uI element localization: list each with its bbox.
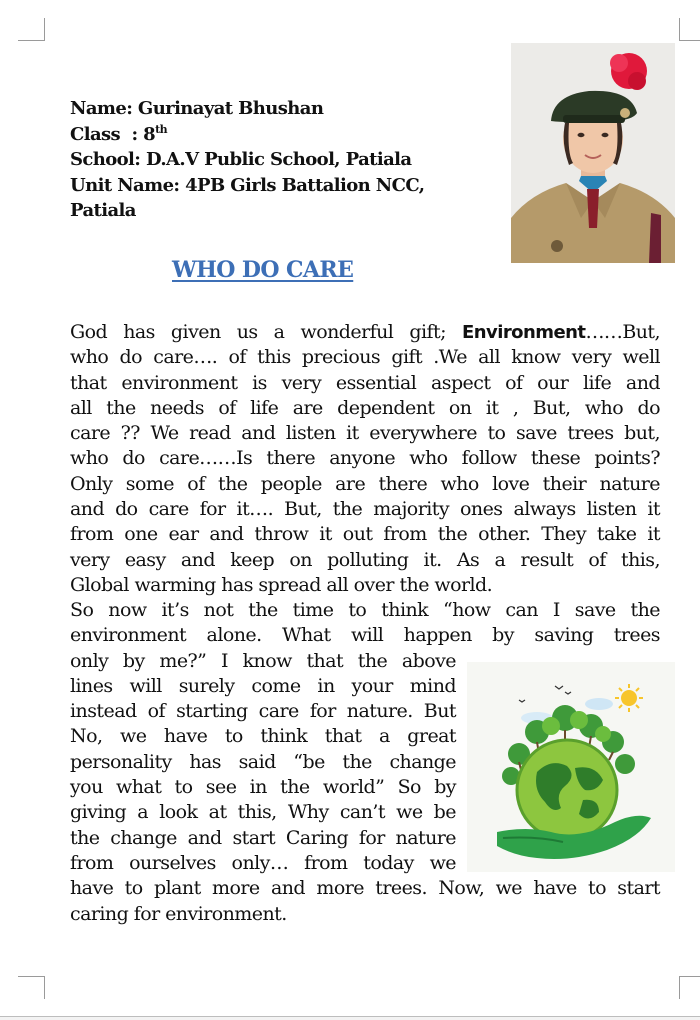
text-line: Global warming has spread all over the world. <box>70 573 493 596</box>
student-photo <box>511 43 675 263</box>
text-line: the change and start Caring for nature <box>70 826 456 849</box>
line-text: God has given us a wonderful gift; <box>70 321 446 343</box>
text-line: from one ear and throw it out from the other. They take it <box>70 523 660 546</box>
text-line: and do care for it…. But, the majority ones always listen it <box>70 498 660 521</box>
text-line: No, we have to think that a great <box>70 725 456 748</box>
text-line: lines will surely come in your mind <box>70 674 456 697</box>
class-label: Class <box>70 123 121 145</box>
text-line: who do care……Is there anyone who follow these points? <box>70 447 660 470</box>
text-line: giving a look at this, Why can’t we be <box>70 801 456 824</box>
unit-line: Unit Name: 4PB Girls Battalion NCC, <box>70 174 425 196</box>
crop-mark-top-left <box>18 18 45 41</box>
earth-hand-icon <box>467 662 675 872</box>
class-suffix: th <box>155 122 167 136</box>
bold-word: Environment <box>462 322 586 343</box>
text-line: care ?? We read and listen it everywhere to save trees but, <box>70 422 660 445</box>
text-line: very easy and keep on polluting it. As a result of this, <box>70 548 660 571</box>
class-line <box>70 122 470 148</box>
crop-mark-top-right <box>679 18 700 41</box>
text-line: personality has said “be the change <box>70 750 456 773</box>
paragraph-1-line-1 <box>70 320 660 345</box>
class-value: : 8 <box>131 123 156 145</box>
crop-mark-bottom-right <box>679 976 700 999</box>
line-text: ……But, <box>585 321 661 343</box>
text-line: environment alone. What will happen by saving trees <box>70 624 660 647</box>
student-info <box>70 96 470 224</box>
text-line: you what to see in the world” So by <box>70 776 456 799</box>
text-line: instead of starting care for nature. But <box>70 700 456 723</box>
earth-in-hand-illustration <box>467 662 675 872</box>
text-line: So now it’s not the time to think “how can I save the <box>70 599 660 621</box>
text-line: from ourselves only… from today we <box>70 851 456 874</box>
essay-title: WHO DO CARE <box>172 257 354 283</box>
text-line: who do care…. of this precious gift .We all know very well <box>70 346 660 369</box>
paragraph-1 <box>70 320 660 598</box>
name-line: Name: Gurinayat Bhushan <box>70 98 324 119</box>
text-line: only by me?” I know that the above <box>70 649 456 672</box>
student-portrait-illustration <box>511 43 675 263</box>
crop-mark-bottom-left <box>18 976 45 999</box>
text-line: have to plant more and more trees. Now, we have to start <box>70 877 660 900</box>
text-line: Only some of the people are there who love their nature <box>70 472 660 495</box>
text-line: caring for environment. <box>70 902 287 925</box>
text-line: that environment is very essential aspect of our life and <box>70 371 660 394</box>
text-line: all the needs of life are dependent on it , But, who do <box>70 396 660 419</box>
unit-line-2: Patiala <box>70 200 136 221</box>
school-line: School: D.A.V Public School, Patiala <box>70 149 412 170</box>
